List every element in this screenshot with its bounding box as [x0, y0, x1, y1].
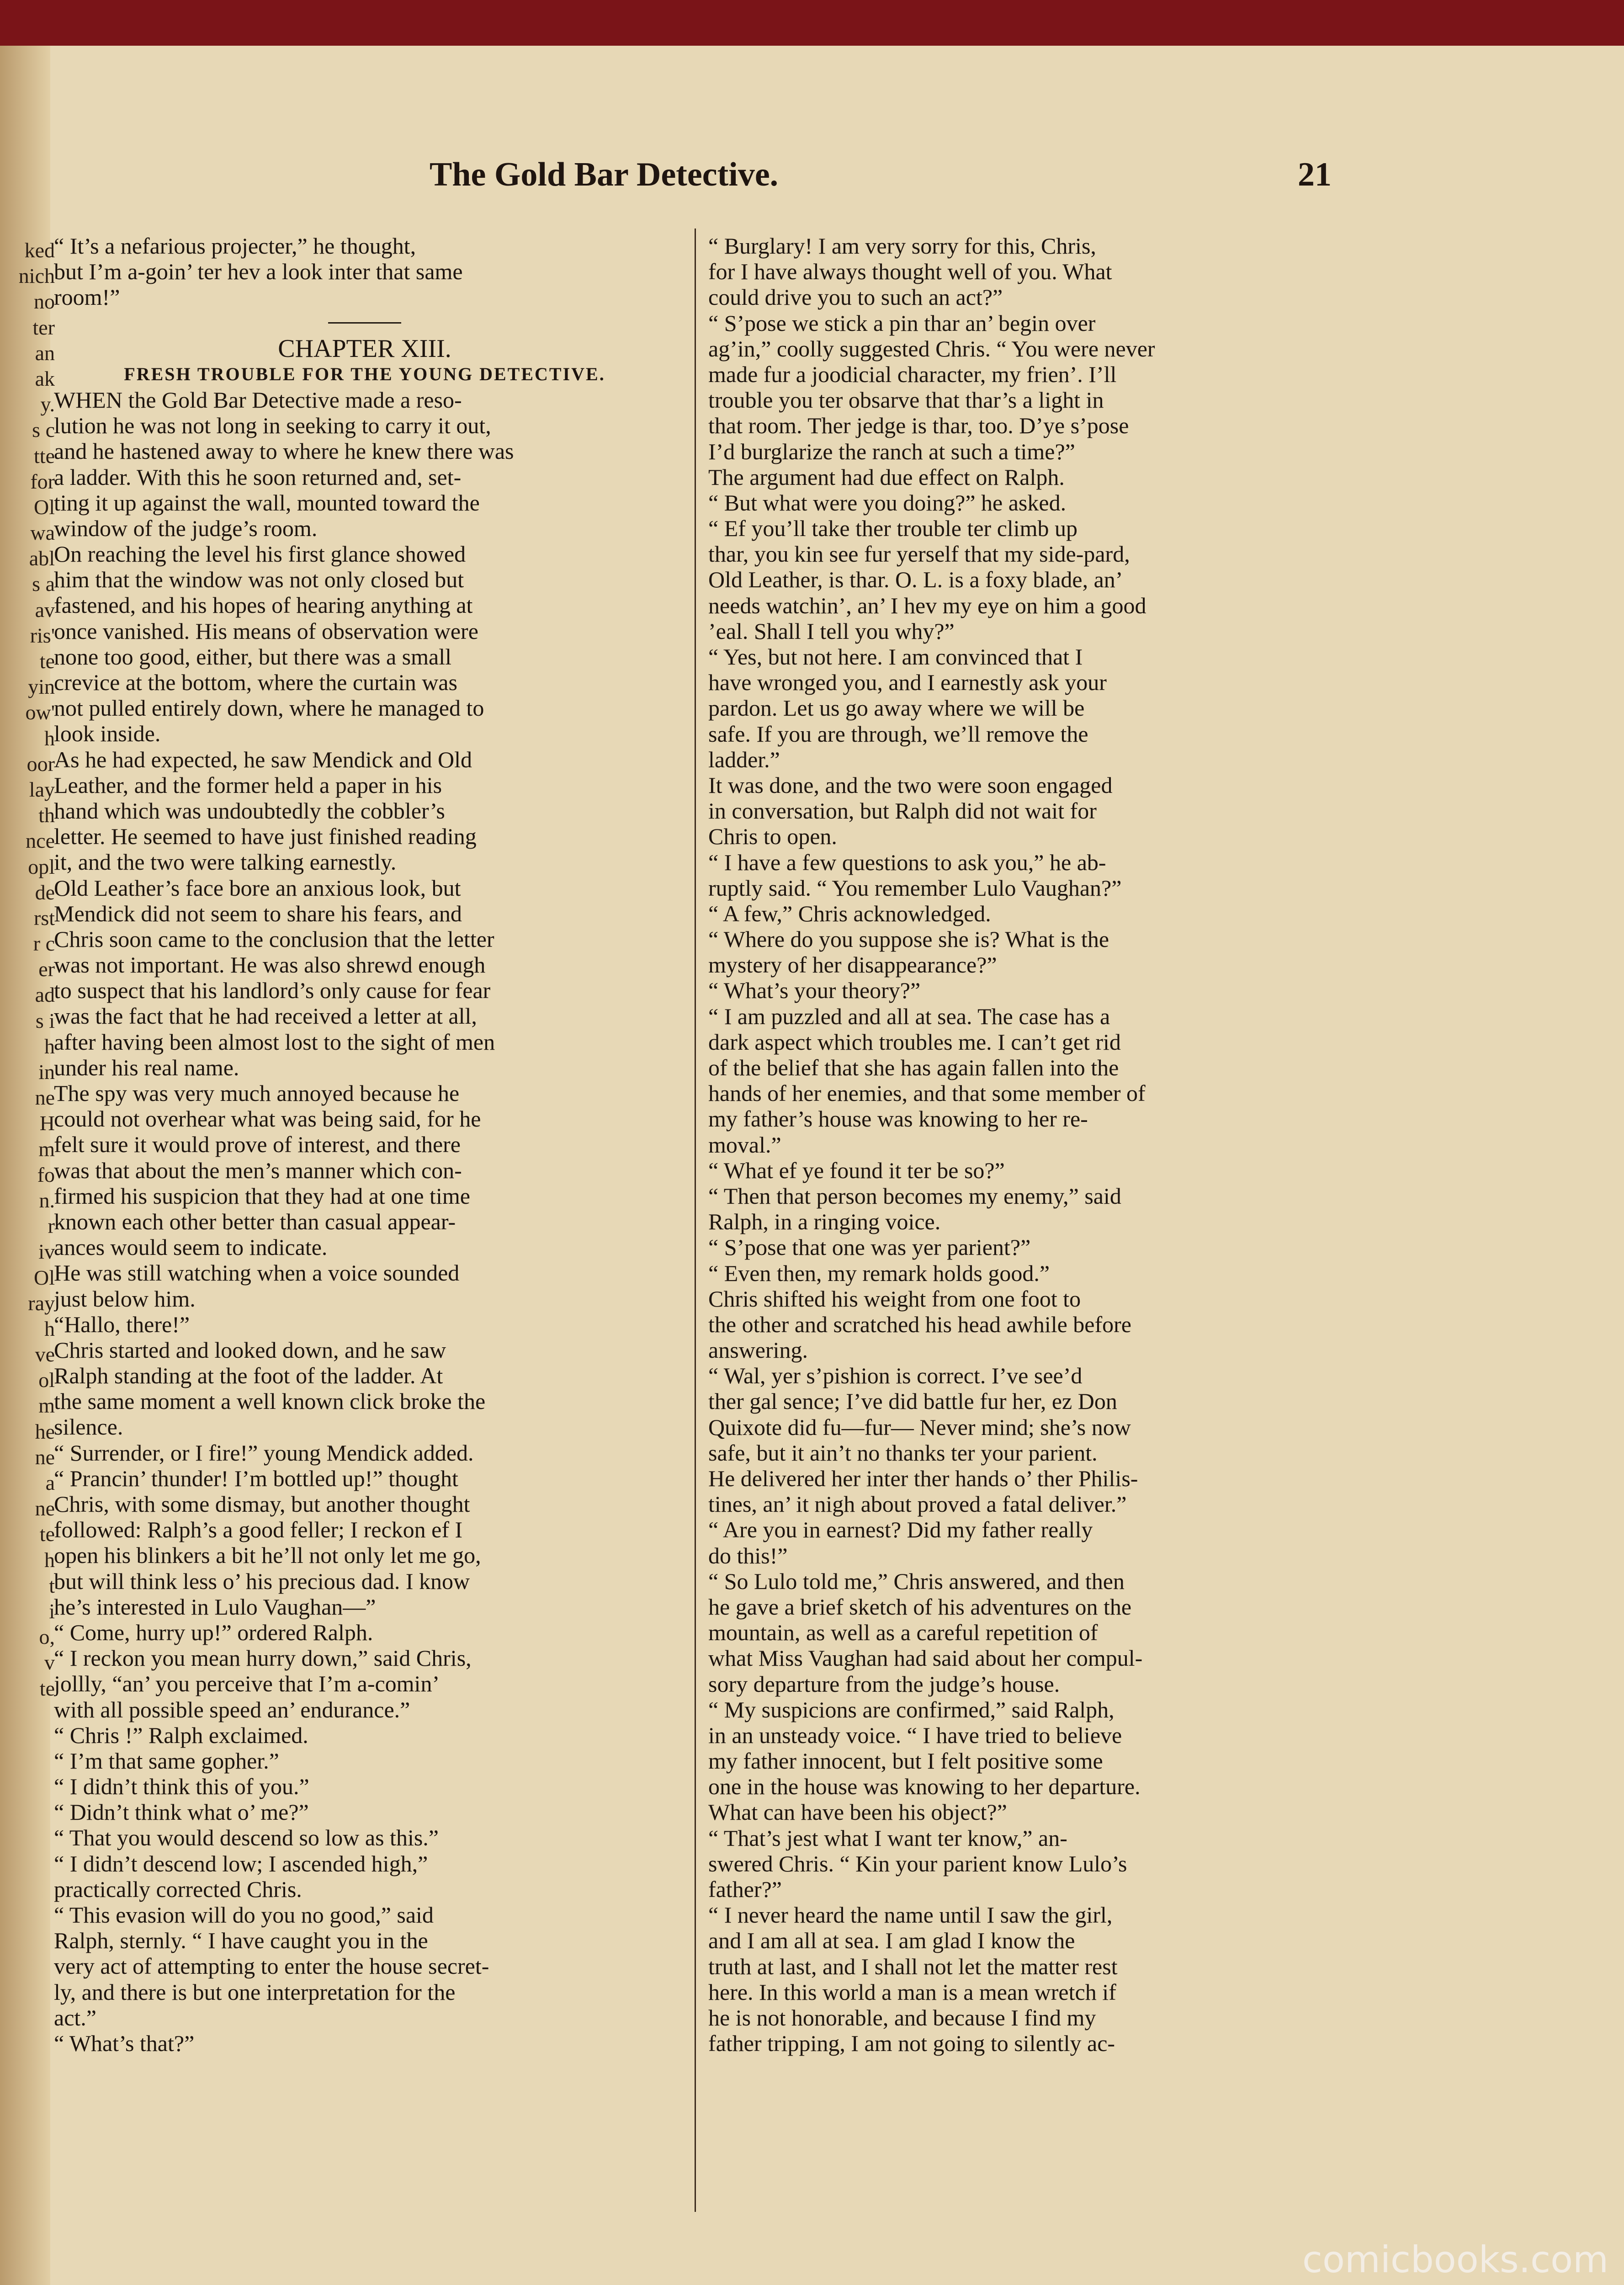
text-line: once vanished. His means of observation were — [54, 618, 478, 644]
text-line: “Hallo, there!” — [54, 1311, 190, 1337]
text-line: firmed his suspicion that they had at one time — [54, 1183, 470, 1209]
text-line: ting it up against the wall, mounted toward the — [54, 489, 480, 515]
text-line: As he had expected, he saw Mendick and Old — [54, 746, 472, 772]
edge-fragment: for — [30, 469, 55, 493]
text-line: Chris, with some dismay, but another thought — [54, 1491, 470, 1517]
text-line: trouble you ter obsarve that thar’s a light in — [708, 387, 1104, 413]
text-line: safe, but it ain’t no thanks ter your parient. — [708, 1440, 1098, 1466]
text-line: mystery of her disappearance?” — [708, 952, 997, 978]
text-line: needs watchin’, an’ I hev my eye on him a good — [708, 592, 1146, 618]
text-line: pardon. Let us go away where we will be — [708, 695, 1085, 721]
text-line: my father innocent, but I felt positive some — [708, 1748, 1103, 1774]
text-line: “ Prancin’ thunder! I’m bottled up!” thought — [54, 1465, 458, 1491]
text-line: “ Chris !” Ralph exclaimed. — [54, 1722, 308, 1748]
text-line: it, and the two were talking earnestly. — [54, 849, 397, 875]
text-line: “ What ef ye found it ter be so?” — [708, 1157, 1005, 1183]
right-column — [708, 233, 1330, 2198]
text-line: what Miss Vaughan had said about her compul- — [708, 1645, 1143, 1671]
text-line: He delivered her inter ther hands o’ ther Philis- — [708, 1466, 1138, 1491]
text-line: with all possible speed an’ endurance.” — [54, 1696, 410, 1722]
edge-fragment: ter — [32, 315, 55, 339]
edge-fragment: v — [44, 1651, 55, 1674]
text-line: “ What’s that?” — [54, 2030, 195, 2056]
edge-fragment: lay — [29, 777, 55, 801]
watermark: comicbooks.com — [1302, 2238, 1608, 2281]
text-line: ag’in,” coolly suggested Chris. “ You were never — [708, 335, 1155, 361]
text-line: Ralph standing at the foot of the ladder. At — [54, 1363, 443, 1389]
edge-fragment: r c — [33, 932, 55, 956]
text-line: dark aspect which troubles me. I can’t get rid — [708, 1029, 1121, 1055]
edge-fragment: s c — [32, 418, 55, 442]
edge-fragment: ow' — [25, 701, 55, 724]
text-line: Old Leather, is thar. O. L. is a foxy blade, an’ — [708, 567, 1123, 593]
text-line: room!” — [54, 284, 120, 310]
edge-fragment: n. — [39, 1188, 55, 1212]
edge-fragment: iv — [38, 1240, 55, 1264]
text-line: one in the house was knowing to her departure. — [708, 1774, 1141, 1800]
text-line: act.” — [54, 2004, 96, 2030]
edge-fragment: Ol — [34, 1265, 55, 1289]
text-line: “ Didn’t think what o’ me?” — [54, 1799, 309, 1825]
edge-fragment: H — [39, 1111, 55, 1135]
edge-fragment: nce — [26, 829, 55, 853]
edge-fragment: ve — [35, 1343, 55, 1366]
text-line: “ Surrender, or I fire!” young Mendick added. — [54, 1440, 474, 1466]
text-line: “ Wal, yer s’pishion is correct. I’ve see’d — [708, 1363, 1083, 1389]
edge-fragment: ad — [35, 983, 55, 1007]
chapter-subtitle: FRESH TROUBLE FOR THE YOUNG DETECTIVE. — [124, 363, 605, 384]
text-line: WHEN the Gold Bar Detective made a reso- — [54, 387, 462, 413]
text-line: “ I’m that same gopher.” — [54, 1748, 279, 1774]
edge-fragment: fo — [37, 1163, 55, 1186]
edge-fragment: yin — [28, 675, 55, 699]
text-line: “ I never heard the name until I saw the girl, — [708, 1902, 1113, 1928]
left-column — [54, 233, 675, 2198]
text-line: practically corrected Chris. — [54, 1876, 302, 1902]
text-line: he is not honorable, and because I find my — [708, 2004, 1096, 2030]
text-line: The argument had due effect on Ralph. — [708, 464, 1065, 490]
text-line: have wronged you, and I earnestly ask your — [708, 670, 1107, 696]
edge-fragment: a — [45, 1471, 55, 1494]
text-line: the other and scratched his head awhile before — [708, 1311, 1131, 1337]
text-line: Old Leather’s face bore an anxious look, but — [54, 875, 461, 901]
edge-fragment: i — [49, 1599, 55, 1623]
text-line: ladder.” — [708, 746, 780, 772]
text-line: and he hastened away to where he knew there was — [54, 438, 514, 464]
text-line: fastened, and his hopes of hearing anything at — [54, 592, 473, 618]
edge-fragment: no — [34, 290, 55, 314]
text-line: father tripping, I am not going to silently ac- — [708, 2030, 1115, 2056]
text-line: answering. — [708, 1337, 808, 1363]
text-line: father?” — [708, 1876, 782, 1902]
text-line: “ I didn’t think this of you.” — [54, 1774, 309, 1800]
edge-fragment: oor — [27, 752, 55, 776]
text-line: “ S’pose that one was yer parient?” — [708, 1234, 1031, 1260]
text-line: “ A few,” Chris acknowledged. — [708, 900, 991, 926]
text-line: none too good, either, but there was a small — [54, 643, 451, 670]
text-line: very act of attempting to enter the house secret- — [54, 1953, 489, 1979]
edge-fragment: s i — [35, 1009, 55, 1032]
text-line: mountain, as well as a careful repetition of — [708, 1620, 1098, 1646]
edge-fragment: ne — [35, 1086, 55, 1110]
text-line: but will think less o’ his precious dad. I know — [54, 1568, 470, 1594]
text-line: “ That’s jest what I want ter know,” an- — [708, 1825, 1067, 1851]
text-line: “ So Lulo told me,” Chris answered, and then — [708, 1568, 1125, 1594]
text-line: “ Then that person becomes my enemy,” said — [708, 1183, 1121, 1209]
edge-fragment: s a — [32, 572, 55, 596]
edge-fragment: opl — [28, 855, 55, 878]
text-line: “ Come, hurry up!” ordered Ralph. — [54, 1619, 373, 1645]
text-line: crevice at the bottom, where the curtain was — [54, 670, 457, 695]
edge-fragment: m — [38, 1394, 55, 1418]
text-line: silence. — [54, 1414, 123, 1440]
text-line: my father’s house was knowing to her re- — [708, 1106, 1088, 1132]
text-line: “ S’pose we stick a pin thar an’ begin over — [708, 310, 1096, 336]
edge-fragment: ne — [35, 1497, 55, 1520]
text-line: He was still watching when a voice sounded — [54, 1260, 460, 1286]
edge-fragment: te — [39, 649, 55, 673]
edge-fragment: h — [44, 726, 55, 750]
edge-fragment: t — [49, 1573, 55, 1597]
text-line: just below him. — [54, 1286, 196, 1312]
text-line: ances would seem to indicate. — [54, 1234, 328, 1260]
text-line: What can have been his object?” — [708, 1799, 1007, 1825]
text-line: ther gal sence; I’ve did battle fur her, ez Don — [708, 1388, 1117, 1414]
text-line: hand which was undoubtedly the cobbler’s — [54, 797, 445, 824]
text-line: moval.” — [708, 1132, 781, 1158]
text-line: Chris shifted his weight from one foot to — [708, 1286, 1081, 1312]
text-line: “ Ef you’ll take ther trouble ter climb up — [708, 515, 1078, 542]
text-line: ’eal. Shall I tell you why?” — [708, 618, 955, 644]
text-line: that room. Ther jedge is thar, too. D’ye s’pose — [708, 413, 1129, 439]
edge-fragment: abl — [29, 547, 55, 570]
text-line: could not overhear what was being said, for he — [54, 1106, 481, 1132]
text-line: and I am all at sea. I am glad I know the — [708, 1928, 1075, 1954]
chapter-rule — [328, 322, 401, 324]
edge-fragment: in — [38, 1060, 55, 1084]
text-line: “ This evasion will do you no good,” said — [54, 1902, 434, 1928]
edge-fragment: he — [35, 1419, 55, 1443]
edge-fragment: de — [35, 880, 55, 904]
running-title: The Gold Bar Detective. — [430, 156, 779, 193]
edge-fragment: ne — [35, 1445, 55, 1469]
text-line: here. In this world a man is a mean wretch if — [708, 1979, 1116, 2005]
text-line: in an unsteady voice. “ I have tried to believe — [708, 1722, 1122, 1748]
text-line: “ That you would descend so low as this.” — [54, 1825, 439, 1851]
text-line: thar, you kin see fur yerself that my side-pard, — [708, 541, 1130, 567]
edge-fragment: tte — [34, 444, 55, 468]
edge-fragment: y. — [40, 393, 55, 416]
text-line: for I have always thought well of you. What — [708, 259, 1112, 285]
text-line: a ladder. With this he soon returned and, set- — [54, 464, 462, 490]
text-line: was the fact that he had received a letter at all, — [54, 1003, 477, 1029]
text-line: “ Burglary! I am very sorry for this, Chris, — [708, 233, 1096, 259]
text-line: after having been almost lost to the sight of men — [54, 1029, 495, 1055]
text-line: under his real name. — [54, 1054, 239, 1080]
edge-fragment: rst — [34, 906, 55, 930]
text-line: Mendick did not seem to share his fears, and — [54, 900, 462, 926]
text-line: “ It’s a nefarious projecter,” he thought, — [54, 233, 416, 259]
edge-fragment: m — [38, 1137, 55, 1161]
text-line: but I’m a-goin’ ter hev a look inter that same — [54, 259, 463, 285]
edge-fragment: ray — [28, 1291, 55, 1315]
edge-fragment: te — [39, 1522, 55, 1546]
text-line: window of the judge’s room. — [54, 515, 318, 541]
text-line: he gave a brief sketch of his adventures on the — [708, 1594, 1132, 1620]
text-line: made fur a joodicial character, my frien’. I’ll — [708, 361, 1117, 387]
text-line: to suspect that his landlord’s only cause for fear — [54, 978, 491, 1004]
edge-fragment: te — [39, 1676, 55, 1700]
edge-fragment: ked — [24, 239, 55, 262]
text-line: “ I am puzzled and all at sea. The case has a — [708, 1003, 1110, 1029]
text-line: not pulled entirely down, where he managed to — [54, 695, 484, 721]
edge-fragment: wa — [30, 521, 55, 545]
edge-fragment: er — [38, 957, 55, 981]
text-line: “ Yes, but not here. I am convinced that I — [708, 644, 1083, 670]
edge-fragment: ol — [38, 1368, 55, 1392]
text-line: the same moment a well known click broke the — [54, 1388, 486, 1414]
text-line: tines, an’ it nigh about proved a fatal deliver.” — [708, 1491, 1127, 1517]
text-line: could drive you to such an act?” — [708, 284, 1003, 310]
text-line: “ Where do you suppose she is? What is the — [708, 926, 1109, 952]
text-line: lution he was not long in seeking to carry it out, — [54, 413, 491, 439]
edge-fragment: h — [44, 1317, 55, 1340]
text-line: Quixote did fu—fur— Never mind; she’s now — [708, 1414, 1131, 1440]
text-line: open his blinkers a bit he’ll not only let me go, — [54, 1542, 481, 1568]
text-line: letter. He seemed to have just finished reading — [54, 824, 477, 850]
text-line: in conversation, but Ralph did not wait for — [708, 798, 1097, 824]
edge-fragment: h — [44, 1034, 55, 1058]
text-line: look inside. — [54, 721, 161, 747]
edge-fragment: an — [35, 341, 55, 365]
text-line: known each other better than casual appear- — [54, 1208, 456, 1234]
text-line: “ But what were you doing?” he asked. — [708, 489, 1067, 515]
text-line: ly, and there is but one interpretation for the — [54, 1979, 456, 2005]
text-line: “ Are you in earnest? Did my father really — [708, 1517, 1093, 1543]
text-line: hands of her enemies, and that some member of — [708, 1080, 1146, 1106]
edge-fragment: th — [38, 803, 55, 827]
text-line: truth at last, and I shall not let the matter rest — [708, 1953, 1118, 1979]
text-line: I’d burglarize the ranch at such a time?” — [708, 438, 1075, 464]
text-line: felt sure it would prove of interest, and there — [54, 1132, 461, 1158]
edge-fragment: h — [44, 1548, 55, 1572]
edge-fragment: Ol — [34, 495, 55, 519]
text-line: was not important. He was also shrewd enough — [54, 952, 486, 978]
text-line: safe. If you are through, we’ll remove the — [708, 721, 1088, 747]
text-line: “ Even then, my remark holds good.” — [708, 1260, 1050, 1286]
text-line: “ My suspicions are confirmed,” said Ralph, — [708, 1696, 1115, 1722]
text-line: Leather, and the former held a paper in his — [54, 772, 442, 798]
edge-fragment: ak — [35, 367, 55, 390]
text-line: was that about the men’s manner which con- — [54, 1157, 462, 1183]
text-line: “ I have a few questions to ask you,” he ab- — [708, 849, 1106, 875]
text-line: The spy was very much annoyed because he — [54, 1080, 460, 1106]
edge-fragment: r — [48, 1214, 55, 1238]
text-line: sory departure from the judge’s house. — [708, 1671, 1060, 1697]
text-line: swered Chris. “ Kin your parient know Lulo’s — [708, 1850, 1127, 1876]
text-line: he’s interested in Lulo Vaughan—” — [54, 1594, 376, 1620]
text-line: Chris soon came to the conclusion that the letter — [54, 926, 494, 952]
text-line: Chris started and looked down, and he saw — [54, 1337, 446, 1363]
edge-fragment: nich — [18, 264, 55, 288]
edge-fragment: av — [35, 598, 55, 622]
text-line: “ I didn’t descend low; I ascended high,” — [54, 1850, 428, 1876]
previous-page-edge-text — [0, 238, 55, 1701]
column-divider — [695, 228, 696, 2212]
page-number: 21 — [1298, 156, 1332, 193]
page-header — [55, 155, 1353, 206]
text-line: Ralph, sternly. “ I have caught you in the — [54, 1928, 428, 1954]
text-line: “ What’s your theory?” — [708, 978, 921, 1004]
text-line: On reaching the level his first glance showed — [54, 541, 466, 567]
edge-fragment: o, — [39, 1625, 55, 1649]
text-line: It was done, and the two were soon engaged — [708, 772, 1113, 798]
edge-fragment: ris' — [30, 623, 55, 647]
text-line: Chris to open. — [708, 824, 837, 850]
text-line: of the belief that she has again fallen into the — [708, 1055, 1119, 1080]
text-line: him that the window was not only closed but — [54, 567, 464, 593]
text-line: do this!” — [708, 1542, 788, 1568]
text-line: followed: Ralph’s a good feller; I reckon ef I — [54, 1517, 463, 1543]
text-line: “ I reckon you mean hurry down,” said Chris, — [54, 1645, 472, 1671]
text-line: Ralph, in a ringing voice. — [708, 1209, 941, 1235]
text-line: ruptly said. “ You remember Lulo Vaughan?” — [708, 875, 1122, 901]
chapter-heading: CHAPTER XIII. — [278, 335, 451, 361]
text-line: jollly, “an’ you perceive that I’m a-comin’ — [54, 1671, 440, 1697]
